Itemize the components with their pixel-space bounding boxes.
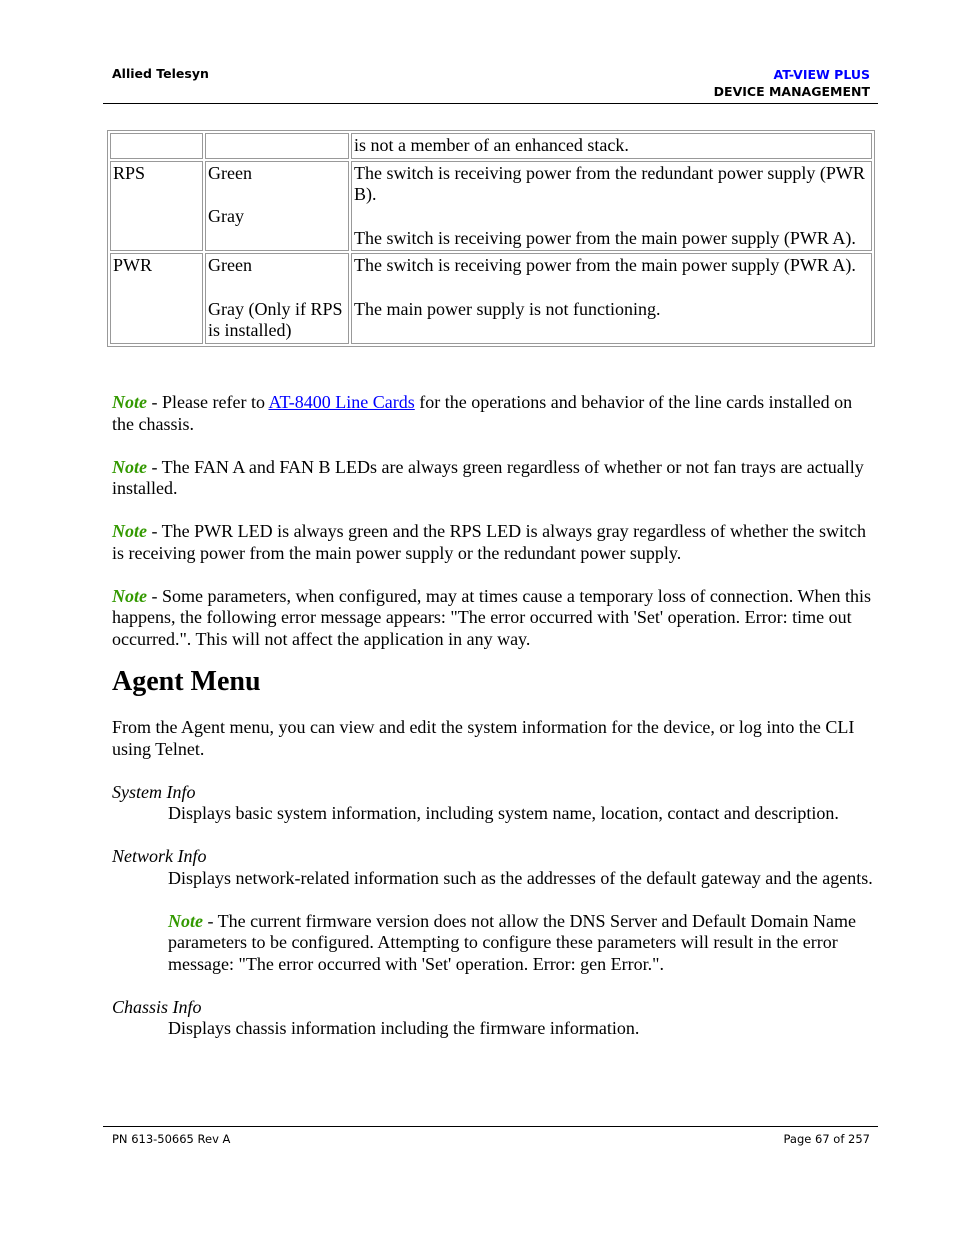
- note-label: Note: [112, 521, 147, 541]
- description-text: The switch is receiving power from the redundant power supply (PWR B).: [354, 162, 865, 204]
- note-fan-leds: [112, 457, 877, 500]
- chassis-info-term: Chassis Info: [112, 996, 202, 1017]
- footer-rule: [103, 1126, 878, 1127]
- state-text: Gray: [208, 206, 244, 226]
- description-text: The switch is receiving power from the main power supply (PWR A).: [354, 255, 856, 275]
- network-info-definition: Displays network-related information such as the addresses of the default gateway and the agents.: [168, 867, 873, 888]
- network-info-note: [168, 911, 877, 976]
- system-info-term: System Info: [112, 781, 196, 802]
- state-text: Green: [208, 255, 252, 275]
- agent-menu-intro: From the Agent menu, you can view and edit the system information for the device, or log into the CLI using Telnet.: [112, 717, 855, 759]
- note-line-cards: [112, 392, 877, 435]
- footer-page-number: Page 67 of 257: [783, 1132, 870, 1146]
- note-text: - Some parameters, when configured, may at times cause a temporary loss of connection. When this happens, the following error message appears: "The error occurred with 'Set' operation. Error: time out occurred.". This will not affect the application in any way.: [112, 585, 871, 649]
- footer-part-number: PN 613-50665 Rev A: [112, 1132, 231, 1146]
- system-info-definition: Displays basic system information, including system name, location, contact and description.: [168, 803, 839, 823]
- network-info-term: Network Info: [112, 846, 207, 866]
- note-label: Note: [112, 585, 147, 606]
- note-label: Note: [168, 910, 203, 931]
- header-product: AT-VIEW PLUS: [773, 67, 870, 82]
- led-cell: [110, 133, 203, 159]
- header-rule: [103, 103, 878, 104]
- table-row: [110, 253, 872, 344]
- note-connection-loss: [112, 586, 877, 651]
- table-row: [110, 133, 872, 159]
- description-text: The main power supply is not functioning.: [354, 298, 661, 319]
- description-cell: [351, 253, 872, 344]
- led-cell: RPS: [110, 161, 203, 252]
- state-cell: [205, 133, 349, 159]
- state-cell: [205, 253, 349, 344]
- note-text: for the operations and behavior of the line cards installed on the chassis.: [112, 392, 853, 434]
- note-text: - The FAN A and FAN B LEDs are always green regardless of whether or not fan trays are actually installed.: [112, 456, 864, 498]
- description-text: is not a member of an enhanced stack.: [354, 135, 629, 155]
- note-label: Note: [112, 392, 147, 412]
- header-right: [714, 66, 870, 100]
- note-pwr-led: [112, 521, 877, 564]
- description-text: The switch is receiving power from the main power supply (PWR A).: [354, 227, 856, 248]
- description-cell: [351, 161, 872, 252]
- header-company: Allied Telesyn: [112, 66, 209, 81]
- note-label: Note: [112, 456, 147, 477]
- header-section: DEVICE MANAGEMENT: [713, 84, 870, 99]
- line-cards-link[interactable]: AT-8400 Line Cards: [268, 392, 415, 412]
- led-cell: PWR: [110, 253, 203, 344]
- section-heading: Agent Menu: [112, 666, 261, 697]
- note-text: - The PWR LED is always green and the RPS LED is always gray regardless of whether the switch is receiving power from the main power supply or the redundant power supply.: [112, 521, 866, 563]
- state-text: Green: [208, 162, 252, 183]
- state-text: Gray (Only if RPS is installed): [208, 298, 343, 340]
- page-content: [112, 392, 877, 1061]
- note-text: - Please refer to: [147, 392, 269, 412]
- led-table: [107, 130, 875, 347]
- description-cell: [351, 133, 872, 159]
- note-text: - The current firmware version does not allow the DNS Server and Default Domain Name parameters to be configured. Attempting to configure these parameters will result in the error message: "The error occurred with 'Set' operation. Error: gen Error.".: [168, 910, 856, 974]
- chassis-info-definition: Displays chassis information including the firmware information.: [168, 1018, 640, 1038]
- table-row: [110, 161, 872, 252]
- state-cell: [205, 161, 349, 252]
